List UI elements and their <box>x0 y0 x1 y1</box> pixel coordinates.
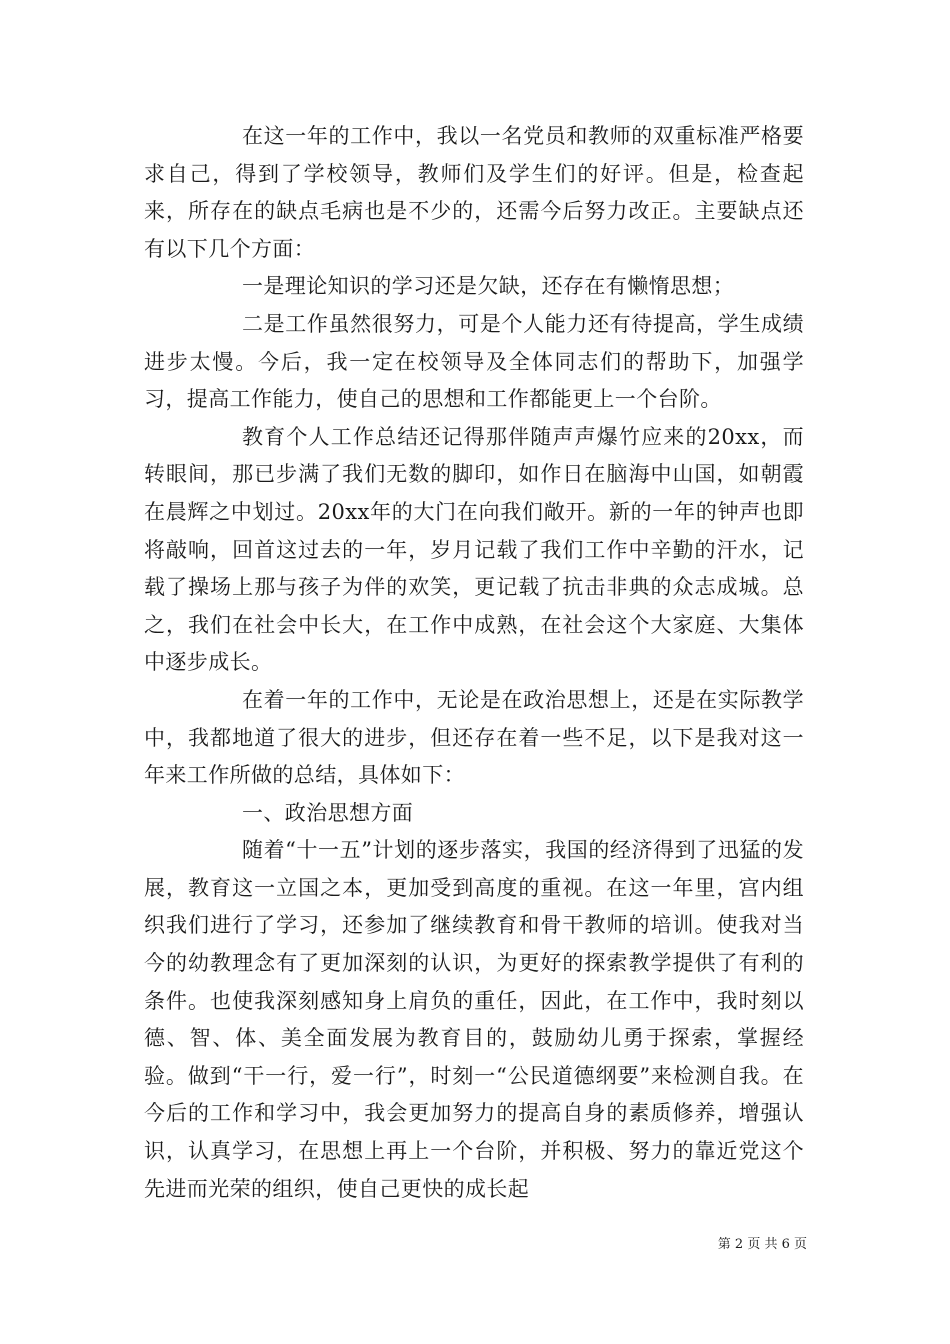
paragraph-shortcoming-two: 二是工作虽然很努力，可是个人能力还有待提高，学生成绩进步太慢。今后，我一定在校领导及全体同志们的帮助下，加强学习，提高工作能力，使自己的思想和工作都能更上一个台阶。 <box>144 311 804 412</box>
document-body <box>144 118 804 1208</box>
paragraph-self-evaluation: 在这一年的工作中，我以一名党员和教师的双重标准严格要求自己，得到了学校领导，教师们及学生们的好评。但是，检查起来，所存在的缺点毛病也是不少的，还需今后努力改正。主要缺点还有以下几个方面： <box>144 124 804 261</box>
paragraph-shortcoming-one: 一是理论知识的学习还是欠缺，还存在有懒惰思想； <box>242 274 735 299</box>
paragraph-year-overview: 在着一年的工作中，无论是在政治思想上，还是在实际教学中，我都地道了很大的进步，但还存在着一些不足，以下是我对这一年来工作所做的总结，具体如下： <box>144 687 804 788</box>
section-heading-political-thought: 一、政治思想方面 <box>242 800 414 825</box>
paragraph-annual-summary-intro: 教育个人工作总结还记得那伴随声声爆竹应来的20xx，而转眼间，那已步满了我们无数的脚印，如作日在脑海中山国，如朝霞在晨辉之中划过。20xx年的大门在向我们敞开。新的一年的钟声也即将敲响，回首这过去的一年，岁月记载了我们工作中辛勤的汗水，记载了操场上那与孩子为伴的欢笑，更记载了抗击非典的众志成城。总之，我们在社会中长大，在工作中成熟，在社会这个大家庭、大集体中逐步成长。 <box>144 424 804 675</box>
page-number-footer: 第 2 页 共 6 页 <box>717 1237 807 1252</box>
paragraph-political-thought: 随着“十一五”计划的逐步落实，我国的经济得到了迅猛的发展，教育这一立国之本，更加受到高度的重视。在这一年里，宫内组织我们进行了学习，还参加了继续教育和骨干教师的培训。使我对当今的幼教理念有了更加深刻的认识，为更好的探索教学提供了有利的条件。也使我深刻感知身上肩负的重任，因此，在工作中，我时刻以德、智、体、美全面发展为教育目的，鼓励幼儿勇于探索，掌握经验。做到“干一行，爱一行”，时刻一“公民道德纲要”来检测自我。在今后的工作和学习中，我会更加努力的提高自身的素质修养，增强认识，认真学习，在思想上再上一个台阶，并积极、努力的靠近党这个先进而光荣的组织，使自己更快的成长起 <box>144 838 804 1201</box>
